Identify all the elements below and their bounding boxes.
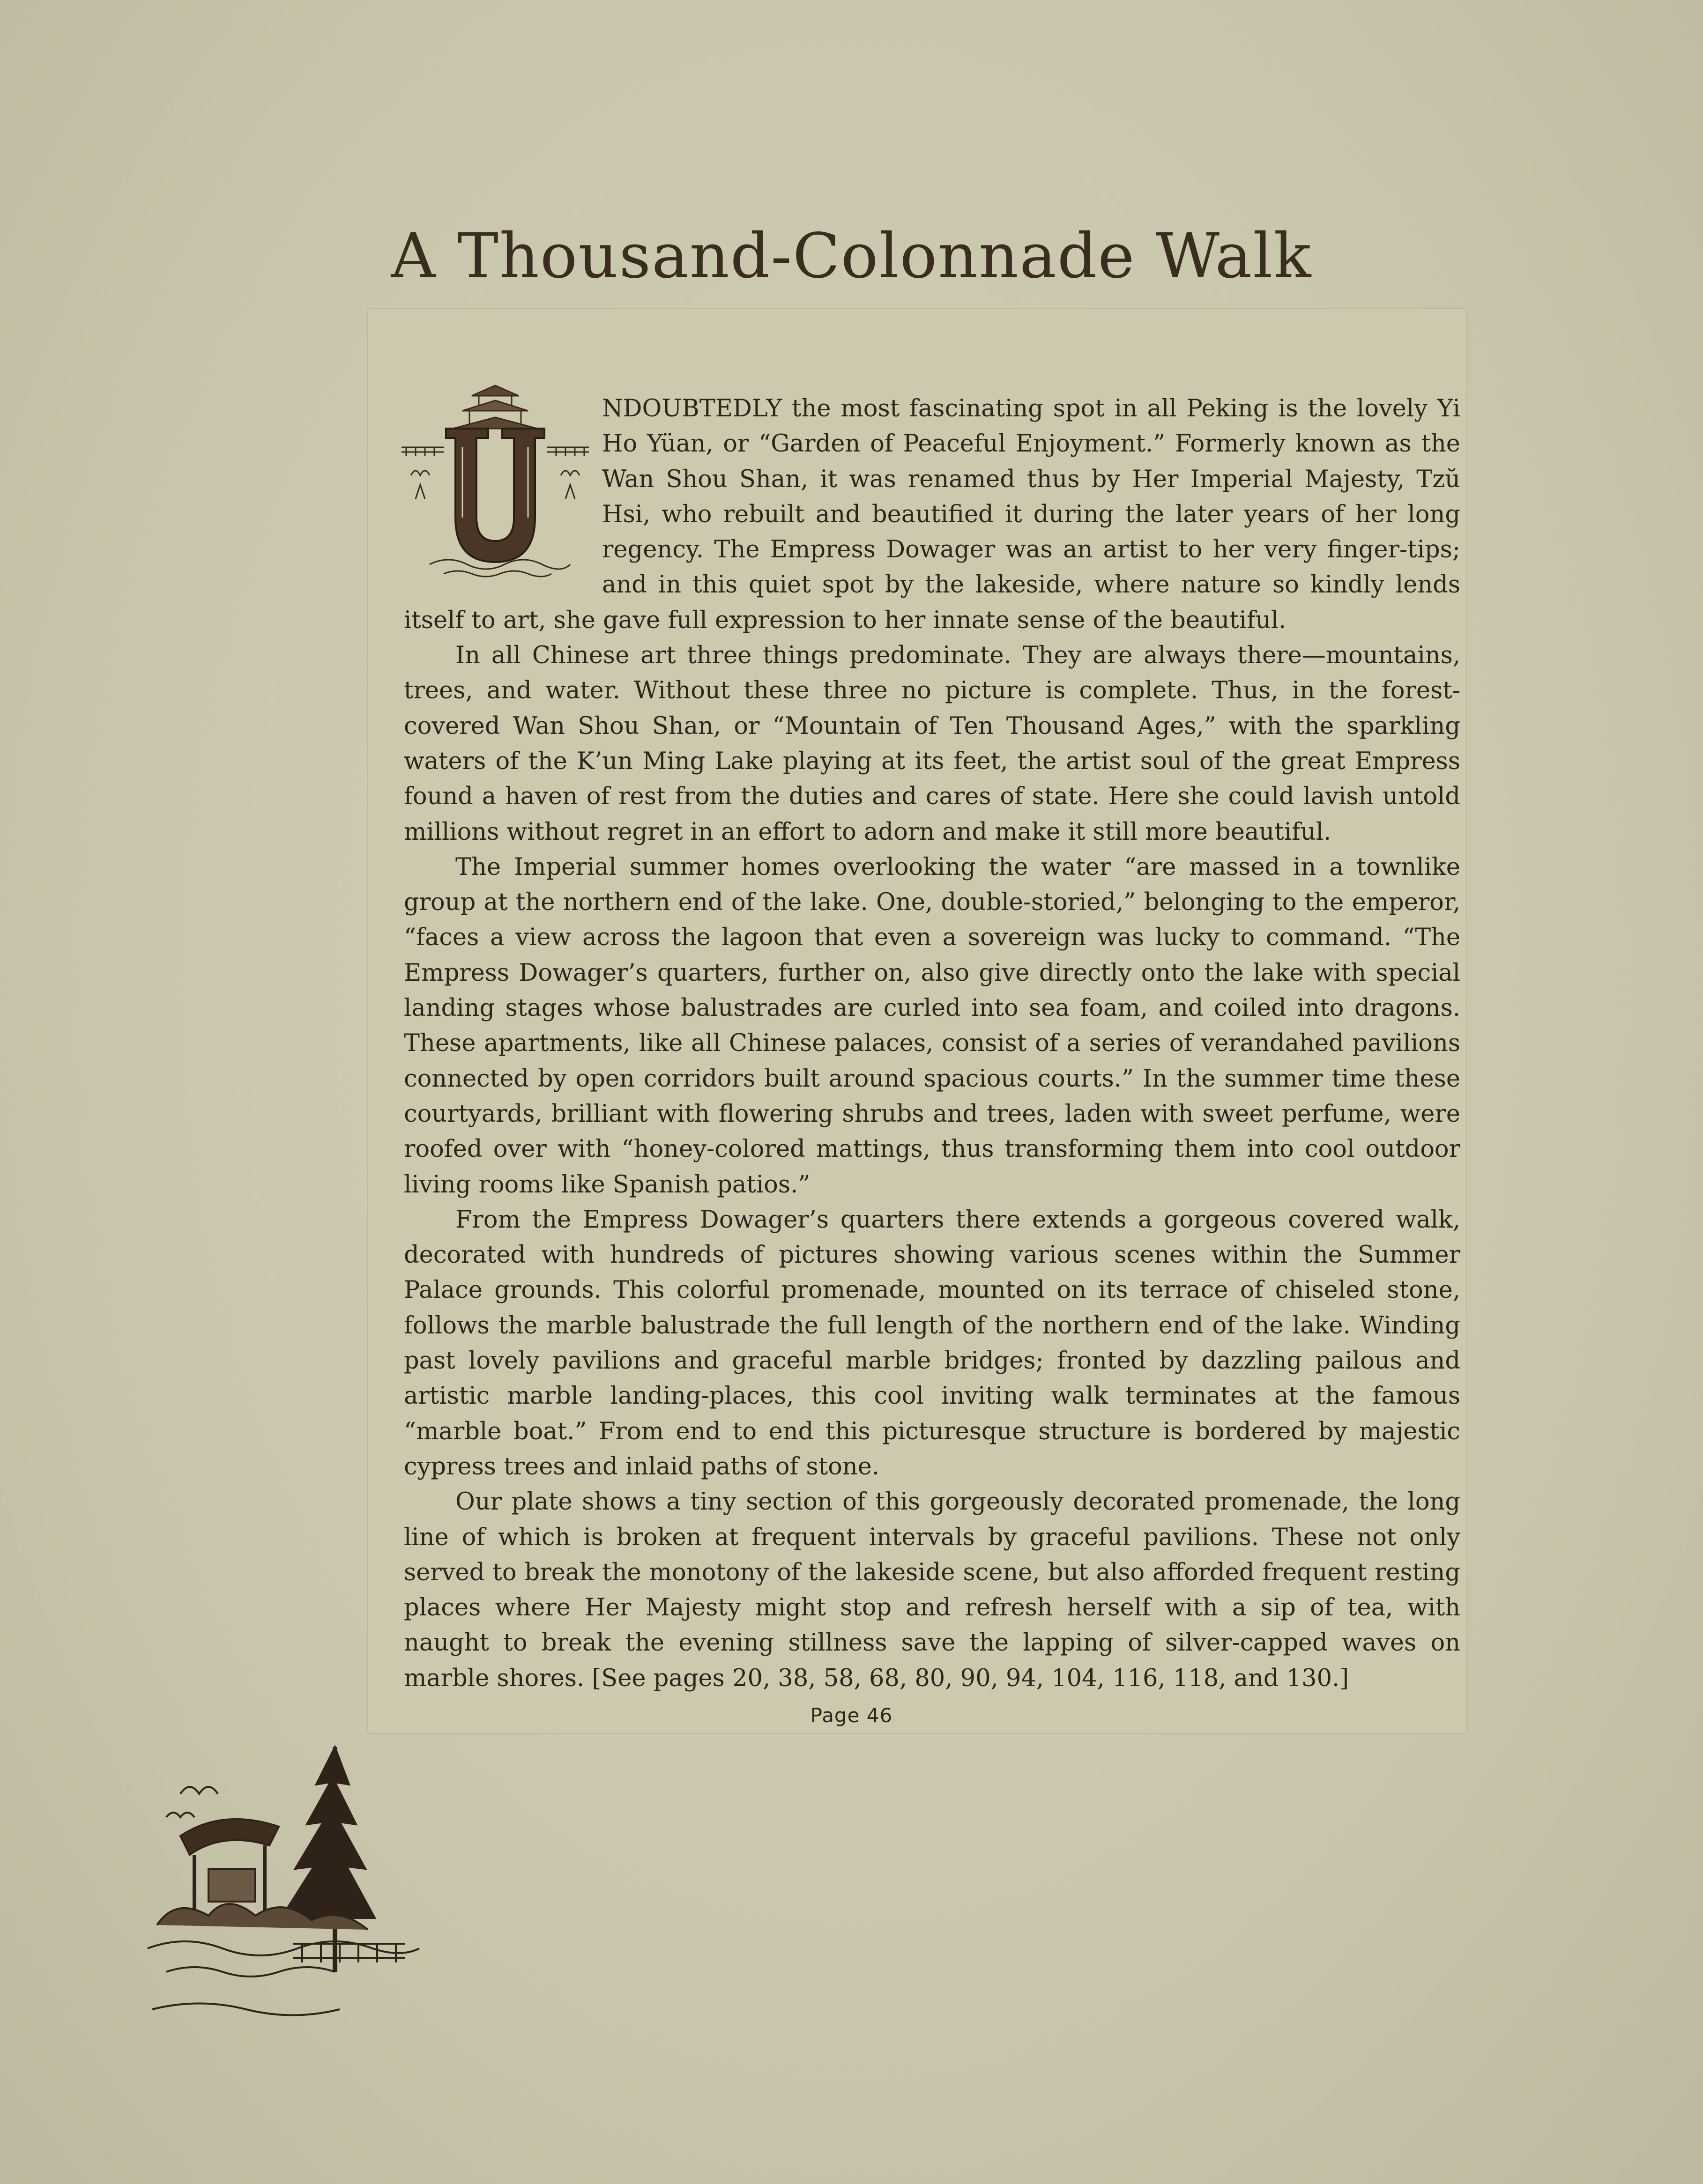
page-number: Page 46 [810, 1704, 893, 1727]
garden-pavilion-vignette [138, 1728, 429, 2028]
paragraph-5: Our plate shows a tiny section of this gorgeously decorated promenade, the long line of which is broken at frequent intervals by graceful pavilions. These not only served to break the monotony of the lakeside scene, but also afforded frequent resting places where Her Majesty might stop and refresh herself with a sip of tea, with naught to break the evening stillness save the lapping of silver-capped waves on marble shores. [See pages 20, 38, 58, 68, 80, 90, 94, 104, 116, 118, and 130.] [404, 1488, 1460, 1692]
paragraph-2: In all Chinese art three things predominate. They are always there—mountains, trees, and water. Without these three no picture is complete. Thus, in the forest-covered Wan Shou Shan, or “Mountain of Ten Thousand Ages,” with the sparkling waters of the K’un Ming Lake playing at its feet, the artist soul of the great Empress found a haven of rest from the duties and cares of state. Here she could lavish untold millions without regret in an effort to adorn and make it still more beautiful. [404, 642, 1460, 846]
ornamental-initial-u [402, 377, 589, 581]
paragraph-1-text: NDOUBTEDLY the most fascinating spot in all Peking is the lovely Yi Ho Yüan, or “Garden of Peaceful Enjoyment.” Formerly known as the Wan Shou Shan, it was renamed thus by Her Imperial Majesty, Tzŭ Hsi, who rebuilt and beautified it during the later years of her long regency. The Empress Dowager was an artist to her very finger-tips; and in this quiet spot by the lakeside, where nature so kindly lends itself to art, she gave full expression to her innate sense of the beautiful. [404, 395, 1460, 634]
paragraph-1 [404, 391, 1460, 638]
article-body [404, 391, 1460, 1696]
page-title: A Thousand-Colonnade Walk [391, 220, 1312, 292]
paragraph-4: From the Empress Dowager’s quarters there extends a gorgeous covered walk, decorated with hundreds of pictures showing various scenes within the Summer Palace grounds. This colorful promenade, mounted on its terrace of chiseled stone, follows the marble balustrade the full length of the northern end of the lake. Winding past lovely pavilions and graceful marble bridges; fronted by dazzling pailous and artistic marble landing-places, this cool inviting walk terminates at the famous “marble boat.” From end to end this picturesque structure is bordered by majestic cypress trees and inlaid paths of stone. [404, 1206, 1460, 1481]
paragraph-3: The Imperial summer homes overlooking the water “are massed in a townlike group at the northern end of the lake. One, double-storied,” belonging to the emperor, “faces a view across the lagoon that even a sovereign was lucky to command. “The Empress Dowager’s quarters, further on, also give directly onto the lake with special landing stages whose balustrades are curled into sea foam, and coiled into dragons. These apartments, like all Chinese palaces, consist of a series of verandahed pavilions connected by open corridors built around spacious courts.” In the summer time these courtyards, brilliant with flowering shrubs and trees, laden with sweet perfume, were roofed over with “honey-colored mattings, thus transforming them into cool outdoor living rooms like Spanish patios.” [404, 853, 1460, 1199]
